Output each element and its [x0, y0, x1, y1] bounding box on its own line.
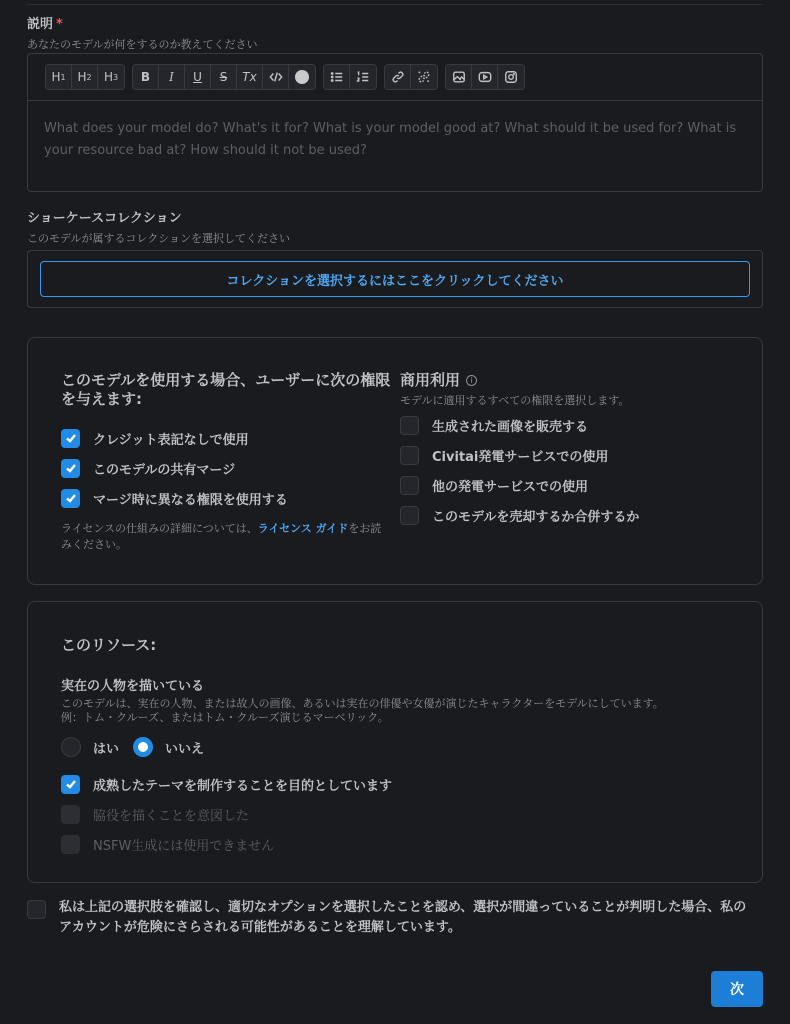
- real-person-desc-1: このモデルは、実在の人物、または故人の画像、あるいは実在の俳優や女優が演じたキャラクターをモデルにしています。: [61, 697, 664, 710]
- check-icon: [65, 432, 77, 444]
- radio-yes-label: はい: [93, 741, 120, 757]
- perm-share-merge[interactable]: [61, 453, 391, 483]
- mature-themes-checkbox[interactable]: [61, 775, 80, 794]
- bold-icon: B: [140, 70, 151, 84]
- media-group: [445, 64, 525, 90]
- real-person-label: 実在の人物を描いている: [61, 679, 205, 694]
- instagram-button[interactable]: [498, 65, 524, 89]
- description-label-text: 説明: [27, 17, 54, 32]
- select-collection-button[interactable]: コレクションを選択するにはここをクリックしてください: [40, 261, 750, 297]
- image-button[interactable]: [446, 65, 472, 89]
- real-person-desc-2: 例：トム・クルーズ、またはトム・クルーズ演じるマーベリック。: [61, 711, 389, 724]
- format-group: [132, 64, 316, 90]
- instagram-icon: [504, 70, 518, 84]
- bold-button[interactable]: [133, 65, 159, 89]
- perm-share-merge-checkbox[interactable]: [61, 459, 80, 478]
- strikethrough-icon: S: [219, 70, 228, 84]
- h3-button[interactable]: [98, 65, 124, 89]
- link-button[interactable]: [385, 65, 411, 89]
- editor-placeholder: What does your model do? What's it for? What is your model good at? What should it be used for? What is your resource bad at? How should it not be used?: [44, 121, 737, 158]
- commercial-other-gen[interactable]: [400, 470, 730, 500]
- underline-icon: U: [193, 70, 202, 84]
- commercial-civitai-gen[interactable]: [400, 440, 730, 470]
- permissions-column: [61, 371, 391, 553]
- top-divider: [27, 4, 763, 5]
- commercial-sell-model-label: このモデルを売却するか合併するか: [432, 509, 640, 525]
- editor-toolbar: [28, 54, 762, 101]
- commercial-civitai-gen-label: Civitai発電サービスでの使用: [432, 449, 609, 465]
- commercial-hint: モデルに適用するすべての権限を選択します。: [400, 394, 630, 407]
- radio-no[interactable]: [133, 737, 204, 757]
- showcase-label: ショーケースコレクション: [27, 211, 182, 226]
- permissions-heading: このモデルを使用する場合、ユーザーに次の権限を与えます:: [61, 371, 391, 408]
- color-button[interactable]: [289, 65, 315, 89]
- mature-themes[interactable]: [61, 769, 741, 799]
- permissions-panel: [27, 337, 763, 585]
- resource-content: [61, 636, 741, 859]
- bullet-list-icon: [330, 70, 344, 84]
- youtube-button[interactable]: [472, 65, 498, 89]
- image-icon: [452, 70, 466, 84]
- perm-different-permissions-label: マージ時に異なる権限を使用する: [93, 492, 288, 508]
- showcase-field: [27, 207, 763, 308]
- code-button[interactable]: [263, 65, 289, 89]
- clear-format-icon: Tx: [242, 70, 257, 84]
- link-icon: [391, 70, 405, 84]
- strikethrough-button[interactable]: [211, 65, 237, 89]
- radio-no-label: いいえ: [165, 741, 205, 757]
- h3-icon: H: [103, 70, 113, 84]
- minor-depiction-checkbox: [61, 805, 80, 824]
- color-swatch-icon: [295, 70, 309, 84]
- check-icon: [65, 778, 77, 790]
- acknowledgement-row[interactable]: [27, 898, 747, 938]
- acknowledgement-text: 私は上記の選択肢を確認し、適切なオプションを選択したことを認め、選択が間違っていることが判明した場合、私のアカウントが危険にさらされる可能性があることを理解しています。: [59, 900, 747, 935]
- description-editor[interactable]: [27, 53, 763, 192]
- commercial-other-gen-label: 他の発電サービスでの使用: [432, 479, 589, 495]
- perm-share-merge-label: このモデルの共有マージ: [93, 462, 236, 478]
- unlink-icon: [417, 70, 431, 84]
- perm-different-permissions-checkbox[interactable]: [61, 489, 80, 508]
- h2-sub: 2: [86, 72, 92, 82]
- perm-no-credit[interactable]: [61, 423, 391, 453]
- next-button[interactable]: 次: [711, 971, 763, 1007]
- showcase-box: [27, 250, 763, 308]
- acknowledgement-checkbox[interactable]: [27, 900, 46, 919]
- license-note-prefix: ライセンスの仕組みの詳細については、: [61, 522, 258, 535]
- license-note-suffix: をお読みください。: [61, 522, 382, 551]
- commercial-list: [400, 410, 730, 530]
- info-icon[interactable]: i: [466, 375, 477, 386]
- perm-different-permissions[interactable]: [61, 483, 391, 513]
- nsfw-restriction-label: NSFW生成には使用できません: [93, 838, 275, 854]
- ordered-list-button[interactable]: [350, 65, 376, 89]
- code-icon: [269, 70, 283, 84]
- commercial-sell-model-checkbox[interactable]: [400, 506, 419, 525]
- commercial-heading: [400, 371, 730, 390]
- h1-icon: H: [51, 70, 61, 84]
- commercial-civitai-gen-checkbox[interactable]: [400, 446, 419, 465]
- commercial-sell-images[interactable]: [400, 410, 730, 440]
- showcase-hint: このモデルが属するコレクションを選択してください: [27, 232, 291, 245]
- h1-button[interactable]: [46, 65, 72, 89]
- resource-heading: このリソース:: [61, 636, 157, 654]
- clear-format-button[interactable]: [237, 65, 263, 89]
- minor-depiction: [61, 799, 741, 829]
- commercial-column: [400, 371, 730, 530]
- radio-yes[interactable]: [61, 737, 119, 757]
- italic-icon: I: [169, 70, 174, 84]
- ordered-list-icon: [356, 70, 370, 84]
- description-field: [27, 13, 763, 192]
- description-label: [27, 13, 763, 32]
- permissions-list: [61, 423, 391, 513]
- required-mark: *: [56, 17, 63, 32]
- description-hint: あなたのモデルが何をするのか教えてください: [27, 38, 258, 51]
- unlink-button[interactable]: [411, 65, 437, 89]
- bullet-list-button[interactable]: [324, 65, 350, 89]
- italic-button[interactable]: [159, 65, 185, 89]
- youtube-icon: [478, 70, 492, 84]
- h2-icon: H: [77, 70, 87, 84]
- nsfw-restriction-checkbox: [61, 835, 80, 854]
- perm-no-credit-checkbox[interactable]: [61, 429, 80, 448]
- commercial-sell-images-checkbox[interactable]: [400, 416, 419, 435]
- minor-depiction-label: 脇役を描くことを意図した: [93, 808, 250, 824]
- real-person-radio-group: [61, 737, 741, 757]
- heading-group: [45, 64, 125, 90]
- link-group: [384, 64, 438, 90]
- commercial-sell-model[interactable]: [400, 500, 730, 530]
- nsfw-restriction: [61, 829, 741, 859]
- commercial-sell-images-label: 生成された画像を販売する: [432, 419, 589, 435]
- check-icon: [65, 462, 77, 474]
- radio-no-circle[interactable]: [133, 737, 153, 757]
- h3-sub: 3: [112, 72, 119, 82]
- perm-no-credit-label: クレジット表記なしで使用: [93, 432, 249, 448]
- resource-panel: [27, 601, 763, 883]
- license-note: [61, 521, 391, 553]
- h1-sub: 1: [60, 72, 66, 82]
- check-icon: [65, 492, 77, 504]
- list-group: [323, 64, 377, 90]
- underline-button[interactable]: [185, 65, 211, 89]
- commercial-other-gen-checkbox[interactable]: [400, 476, 419, 495]
- commercial-heading-text: 商用利用: [400, 371, 461, 389]
- h2-button[interactable]: [72, 65, 98, 89]
- license-guide-link[interactable]: ライセンス ガイド: [257, 522, 349, 535]
- radio-yes-circle[interactable]: [61, 737, 81, 757]
- mature-themes-label: 成熟したテーマを制作することを目的としています: [93, 778, 393, 794]
